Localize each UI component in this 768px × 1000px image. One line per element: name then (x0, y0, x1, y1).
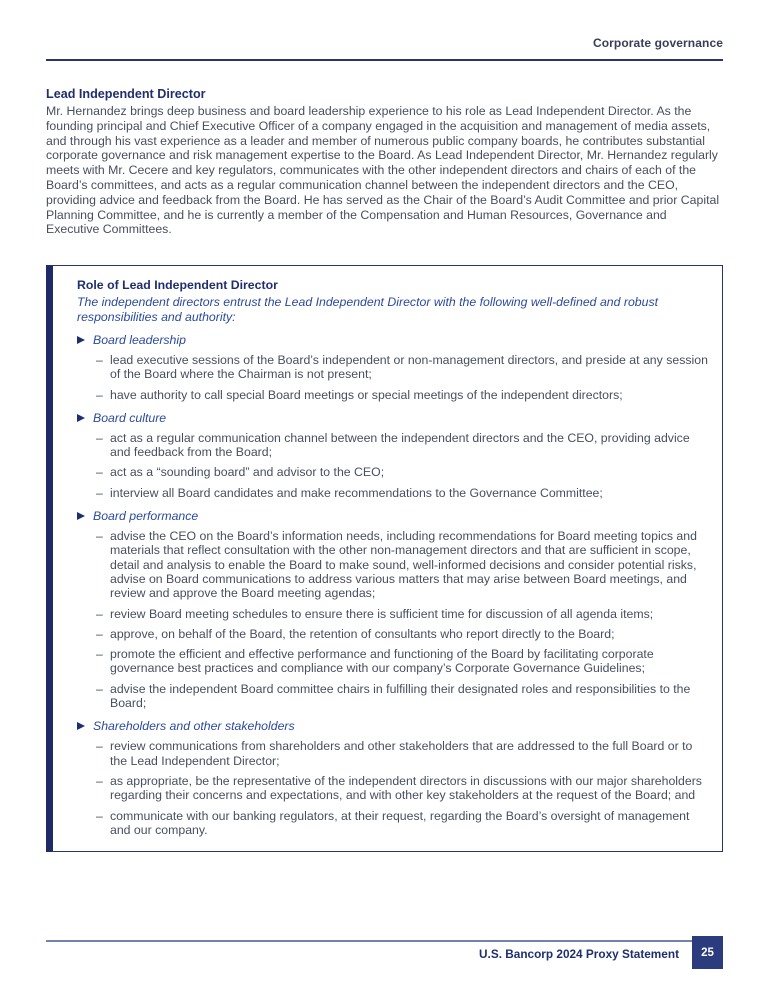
dash-bullet-icon: – (96, 739, 103, 754)
dash-bullet-icon: – (96, 606, 103, 621)
page-footer (46, 940, 723, 961)
list-item-text: advise the independent Board committee chairs in fulfilling their designated roles and responsibilities to the Board; (110, 681, 691, 711)
bullet-group-heading (77, 509, 708, 523)
dash-bullet-icon: – (96, 626, 103, 641)
dash-bullet-icon: – (96, 773, 103, 788)
list-item (96, 809, 708, 838)
bullet-group-shareholders (77, 719, 708, 837)
callout-intro: The independent directors entrust the Lead Independent Director with the following well-defined and robust responsibilities and authority: (77, 295, 659, 324)
list-item-text: have authority to call special Board meetings or special meetings of the independent directors; (110, 387, 623, 402)
dash-bullet-icon: – (96, 430, 103, 445)
list-item (96, 529, 708, 600)
list-item-text: review Board meeting schedules to ensure there is sufficient time for discussion of all agenda items; (110, 606, 654, 621)
callout-title: Role of Lead Independent Director (77, 278, 278, 293)
arrow-bullet-icon (77, 414, 85, 422)
list-item (96, 431, 708, 460)
bullet-group-board-leadership (77, 333, 708, 402)
bullet-group-board-performance (77, 509, 708, 710)
group-title: Board culture (93, 410, 167, 425)
list-item (96, 647, 708, 676)
list-item-text: act as a “sounding board” and advisor to the CEO; (110, 465, 385, 480)
page-number: 25 (701, 946, 714, 959)
dash-bullet-icon: – (96, 485, 103, 500)
arrow-bullet-icon (77, 512, 85, 520)
dash-bullet-icon: – (96, 465, 103, 480)
bullet-group-heading (77, 333, 708, 347)
list-item (96, 739, 708, 768)
list-item-text: promote the efficient and effective performance and functioning of the Board by facilitating corporate governance best practices and compliance with our company’s Corporate Governance Guidelines; (110, 647, 654, 676)
arrow-bullet-icon (77, 336, 85, 344)
list-item-text: communicate with our banking regulators, at their request, regarding the Board’s oversight of management and our company. (110, 808, 690, 837)
dash-bullet-icon: – (96, 387, 103, 402)
bullet-group-heading (77, 719, 708, 733)
dash-bullet-icon: – (96, 352, 103, 367)
page-number-badge (692, 936, 723, 969)
dash-bullet-icon: – (96, 529, 103, 544)
arrow-bullet-icon (77, 722, 85, 730)
list-item (96, 774, 708, 803)
header-rule (46, 59, 723, 61)
dash-bullet-icon: – (96, 681, 103, 696)
list-item-text: advise the CEO on the Board’s information needs, including recommendations for Board meeting topics and materials that reflect consultation with the other non-management directors and that are sufficient in scope, detail and analysis to enable the Board to make sound, well-informed decisions and consider potential risks, advise on Board communications to address various matters that may arise between Board meetings, and review and approve the Board meeting agendas; (110, 529, 697, 601)
header-section-label: Corporate governance (592, 36, 723, 50)
bullet-group-heading (77, 411, 708, 425)
list-item-text: lead executive sessions of the Board’s independent or non-management directors, and preside at any session of the Board where the Chairman is not present; (110, 352, 708, 382)
page-title: Lead Independent Director (46, 87, 206, 101)
list-item-text: act as a regular communication channel between the independent directors and the CEO, providing advice and feedback from the Board; (110, 430, 690, 460)
lead-director-paragraph: Mr. Hernandez brings deep business and board leadership experience to his role as Lead Independent Director. As the founding principal and Chief Executive Officer of a company engaged in the acquisition and management of media assets, and through his vast experience as a leader and member of numerous public company boards, he contributes substantial corporate governance and risk management expertise to the Board. As Lead Independent Director, Mr. Hernandez regularly meets with Mr. Cecere and key regulators, communicates with the other independent directors and chairs of each of the Board’s committees, and acts as a regular communication channel between the independent directors and the CEO, providing advice and feedback from the Board. He has served as the Chair of the Board’s Audit Committee and prior Capital Planning Committee, and he is currently a member of the Compensation and Human Resources, Governance and Executive Committees. (46, 104, 720, 237)
list-item (96, 353, 708, 382)
dash-bullet-icon: – (96, 647, 103, 662)
group-title: Shareholders and other stakeholders (93, 719, 295, 734)
list-item (96, 682, 708, 711)
group-title: Board performance (93, 509, 199, 524)
list-item-text: review communications from shareholders and other stakeholders that are addressed to the full Board or to the Lead Independent Director; (110, 739, 693, 768)
footer-document-title: U.S. Bancorp 2024 Proxy Statement (479, 947, 679, 961)
list-item-text: as appropriate, be the representative of the independent directors in discussions with our major shareholders regarding their concerns and expectations, and with other key stakeholders at the request of the Board; and (110, 773, 702, 803)
bullet-group-board-culture (77, 411, 708, 500)
role-callout-box (46, 265, 723, 852)
footer-rule (46, 940, 723, 942)
list-item-text: interview all Board candidates and make recommendations to the Governance Committee; (110, 485, 603, 500)
list-item (96, 388, 708, 402)
list-item (96, 465, 708, 479)
list-item-text: approve, on behalf of the Board, the retention of consultants who report directly to the Board; (110, 626, 615, 641)
dash-bullet-icon: – (96, 808, 103, 823)
list-item (96, 627, 708, 641)
group-title: Board leadership (93, 332, 186, 347)
list-item (96, 607, 708, 621)
page-header (46, 0, 723, 52)
list-item (96, 486, 708, 500)
